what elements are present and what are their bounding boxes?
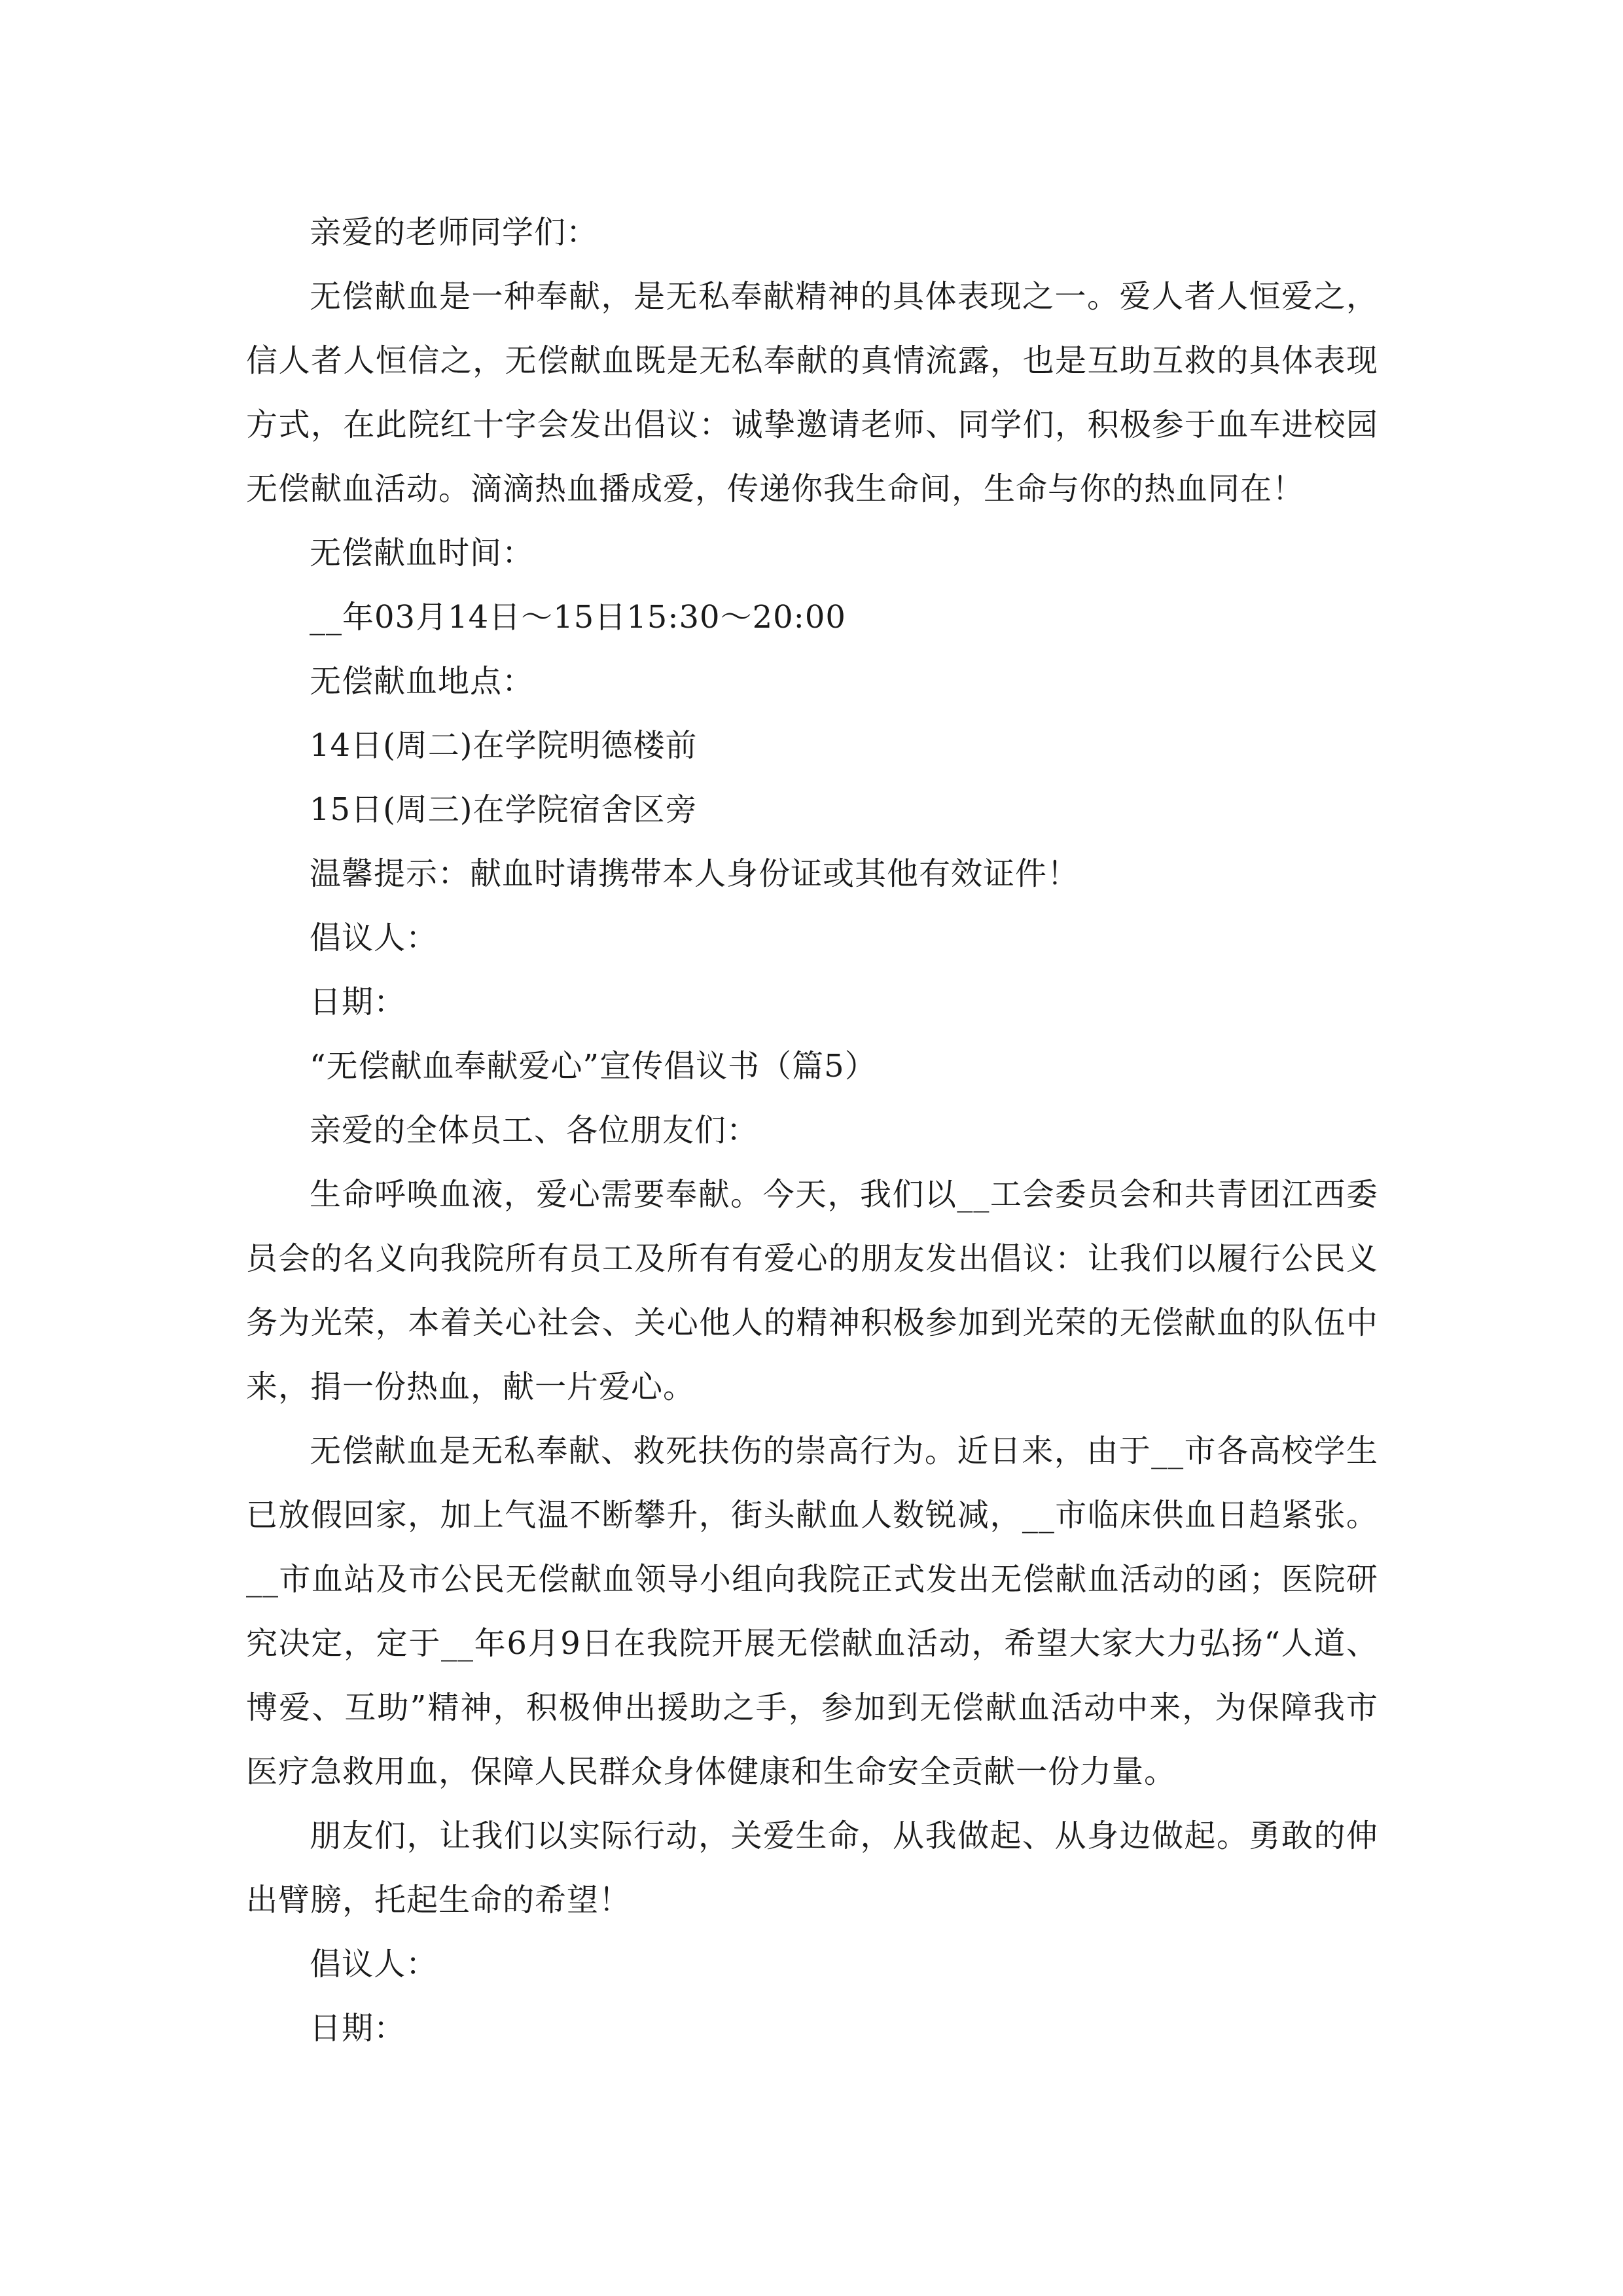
section-title-part-5: “无偿献血奉献爱心”宣传倡议书（篇5） (310, 1048, 877, 1085)
document-body (246, 200, 1378, 2060)
salutation-teachers-students: 亲爱的老师同学们： (310, 214, 599, 251)
paragraph-blood-donation-intro: 无偿献血是一种奉献，是无私奉献精神的具体表现之一。爱人者人恒爱之，信人者人恒信之，无偿献血既是无私奉献的真情流露，也是互助互救的具体表现方式，在此院红十字会发出倡议：诚挚邀请老师、同学们，积极参于血车进校园无偿献血活动。滴滴热血播成爱，传递你我生命间，生命与你的热血同在！ (246, 278, 1378, 507)
donation-time-value: __年03月14日～15日15:30～20:00 (310, 599, 846, 636)
donation-location-label: 无偿献血地点： (310, 663, 535, 700)
donation-location-day-14: 14日(周二)在学院明德楼前 (310, 727, 698, 764)
donation-location-day-15: 15日(周三)在学院宿舍区旁 (310, 791, 698, 828)
date-label-2: 日期： (310, 2010, 406, 2047)
paragraph-call-to-action: 生命呼唤血液，爱心需要奉献。今天，我们以__工会委员会和共青团江西委员会的名义向我院所有员工及所有有爱心的朋友发出倡议：让我们以履行公民义务为光荣，本着关心社会、关心他人的精神积极参加到光荣的无偿献血的队伍中来，捐一份热血，献一片爱心。 (246, 1176, 1378, 1405)
paragraph-background: 无偿献血是无私奉献、救死扶伤的崇高行为。近日来，由于__市各高校学生已放假回家，加上气温不断攀升，街头献血人数锐减，__市临床供血日趋紧张。__市血站及市公民无偿献血领导小组向我院正式发出无偿献血活动的函；医院研究决定，定于__年6月9日在我院开展无偿献血活动，希望大家大力弘扬“人道、博爱、互助”精神，积极伸出援助之手，参加到无偿献血活动中来，为保障我市医疗急救用血，保障人民群众身体健康和生命安全贡献一份力量。 (246, 1433, 1378, 1790)
date-label: 日期： (310, 984, 406, 1020)
initiator-label: 倡议人： (310, 920, 438, 956)
donation-time-label: 无偿献血时间： (310, 535, 535, 571)
paragraph-closing: 朋友们，让我们以实际行动，关爱生命，从我做起、从身边做起。勇敢的伸出臂膀，托起生命的希望！ (246, 1818, 1378, 1918)
initiator-label-2: 倡议人： (310, 1946, 438, 1982)
reminder-note: 温馨提示：献血时请携带本人身份证或其他有效证件！ (310, 855, 1080, 892)
salutation-staff-friends: 亲爱的全体员工、各位朋友们： (310, 1112, 759, 1149)
